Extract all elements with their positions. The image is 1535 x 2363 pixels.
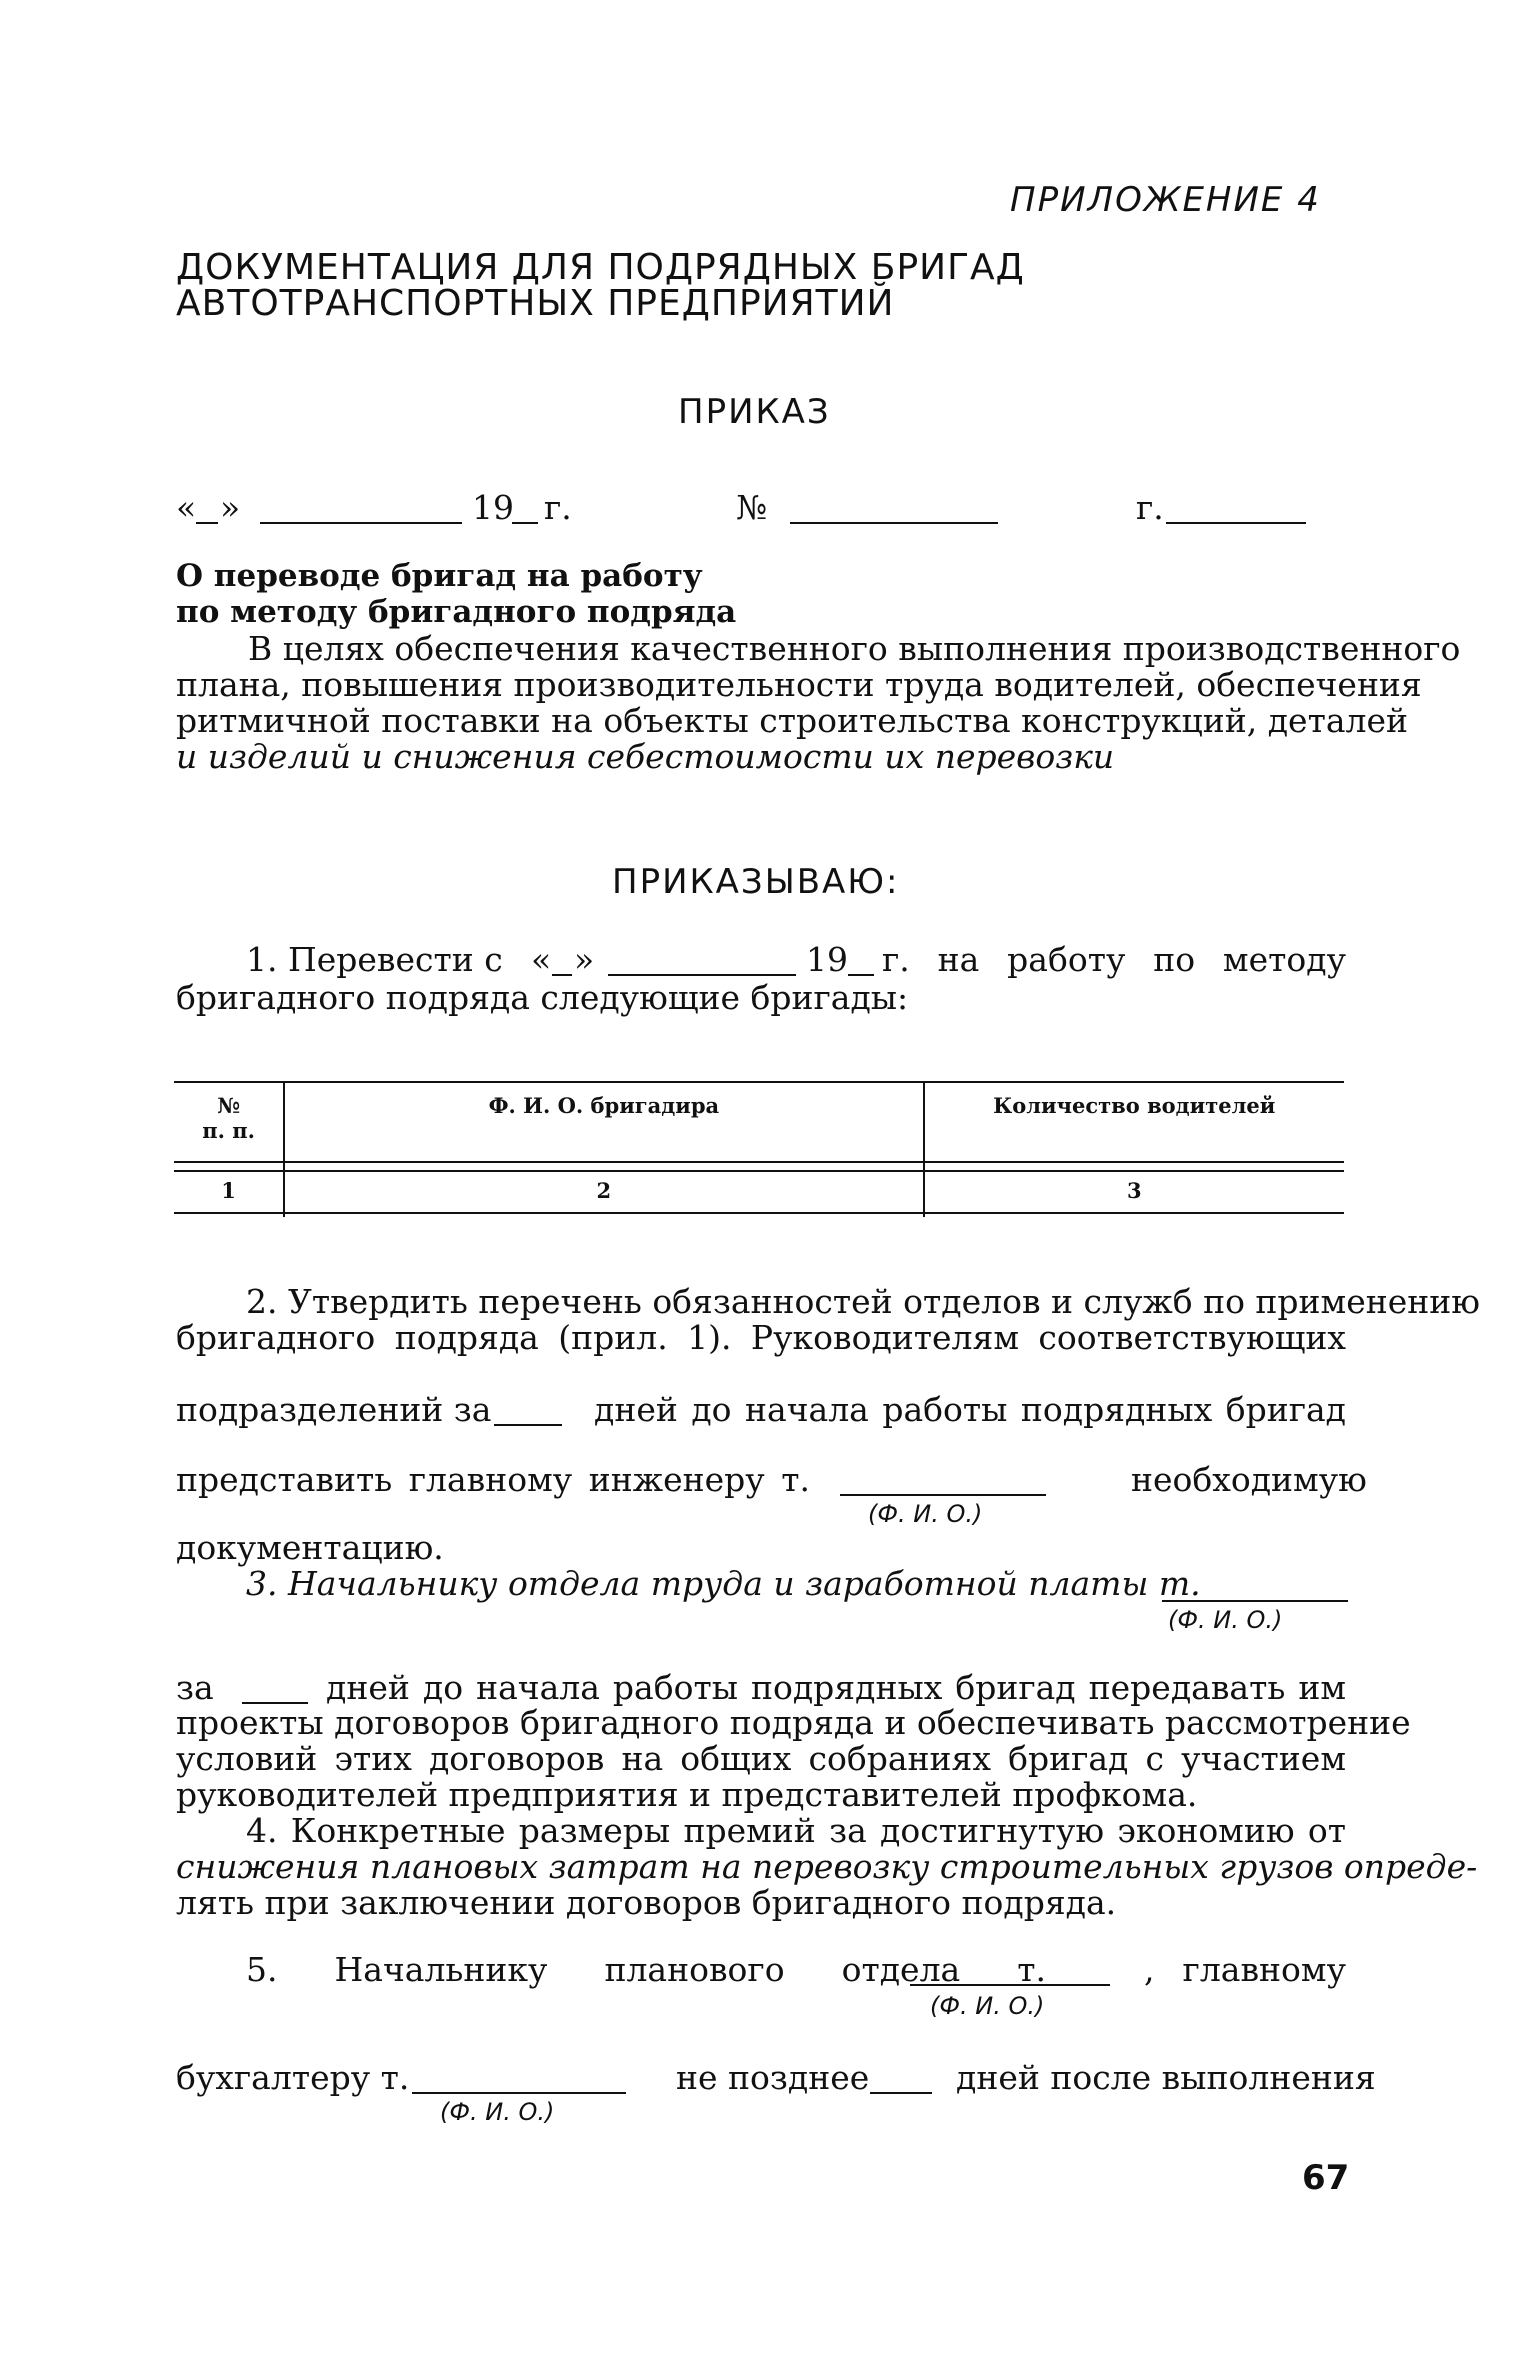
subject-line-2: по методу бригадного подряда — [176, 594, 737, 630]
item-5-days-blank — [870, 2092, 932, 2094]
item-3-fio-caption: (Ф. И. О.) — [1168, 1606, 1283, 1634]
item-3-fio-blank — [1162, 1600, 1348, 1602]
order-word: ПРИКАЗЫВАЮ: — [612, 862, 900, 902]
item-5-line-2-mid: не позднее — [676, 2058, 870, 2097]
number-sign: № — [736, 488, 768, 527]
table-number-row — [174, 1171, 1344, 1217]
column-number-2: 2 — [284, 1171, 923, 1217]
document-title-line-2: АВТОТРАНСПОРТНЫХ ПРЕДПРИЯТИЙ — [176, 283, 895, 324]
column-number-1: 1 — [221, 1178, 236, 1203]
city-prefix: г. — [1136, 488, 1164, 527]
item-5-line-1 — [176, 1950, 1346, 1990]
document-title — [176, 247, 1025, 324]
intro-paragraph — [176, 629, 1461, 776]
item-2-line-4-start: представить главному инженеру т. — [176, 1460, 810, 1499]
item-1-year: 19 — [806, 940, 848, 979]
item-2-line-4-end: необходимую — [1131, 1460, 1367, 1499]
item-3-block — [176, 1703, 1411, 1814]
header-number-cell — [174, 1081, 284, 1171]
date-quote-close: » — [220, 488, 241, 527]
item-3-line-2 — [176, 1668, 1346, 1708]
item-2-block — [176, 1282, 1480, 1357]
item-5-fio-caption-2: (Ф. И. О.) — [440, 2098, 555, 2126]
item-5-accountant-blank — [412, 2092, 626, 2094]
intro-line-4: и изделий и снижения себестоимости их перевозки — [176, 737, 1115, 776]
item-2-line-3-start: подразделений за — [176, 1390, 492, 1429]
date-year: 19 — [472, 488, 514, 527]
item-1-day-blank — [552, 974, 572, 976]
item-1-start: 1. Перевести с — [246, 940, 503, 979]
date-year-suffix: г. — [544, 488, 572, 527]
order-number-blank — [790, 522, 998, 524]
header-foreman-cell: Ф. И. О. бригадира — [284, 1081, 923, 1171]
item-5-fio-caption-1: (Ф. И. О.) — [930, 1992, 1045, 2020]
item-3-line-4: условий этих договоров на общих собраниях бригад с участием — [176, 1739, 1346, 1778]
date-year-blank — [512, 522, 538, 524]
item-2-line-3-end: дней до начала работы подрядных бригад — [594, 1390, 1346, 1429]
item-5-line-1-end: , главному — [1144, 1950, 1346, 1989]
item-2-line-2: бригадного подряда (прил. 1). Руководителям соответствующих — [176, 1318, 1346, 1357]
item-2-fio-caption: (Ф. И. О.) — [868, 1500, 983, 1528]
item-5-line-1-start: 5. Начальнику планового отдела т. — [246, 1950, 1046, 1989]
item-2-line-1: 2. Утвердить перечень обязанностей отделов и служб по применению — [246, 1282, 1480, 1321]
item-5-line-2 — [176, 2058, 1376, 2098]
intro-line-3: ритмичной поставки на объекты строительства конструкций, деталей — [176, 701, 1408, 740]
item-3-line-1: 3. Начальнику отдела труда и заработной платы т. — [246, 1564, 1201, 1603]
date-month-blank — [260, 522, 462, 524]
order-title: ПРИКАЗ — [678, 392, 831, 432]
item-2-line-4 — [176, 1460, 1367, 1500]
page-number: 67 — [1302, 2158, 1350, 2198]
item-1-end: г. на работу по методу — [882, 940, 1346, 979]
item-1-quote-close: » — [574, 940, 595, 979]
item-2-line-3 — [176, 1390, 1346, 1430]
item-4-line-1: 4. Конкретные размеры премий за достигнутую экономию от — [246, 1811, 1346, 1850]
item-4-line-2: снижения плановых затрат на перевозку строительных грузов опреде- — [176, 1847, 1478, 1886]
header-number-line-1: № — [217, 1093, 241, 1118]
subject-line-1: О переводе бригад на работу — [176, 558, 703, 594]
date-day-blank — [196, 522, 218, 524]
item-1-month-blank — [608, 974, 796, 976]
item-5-line-2-start: бухгалтеру т. — [176, 2058, 410, 2097]
item-1-line-1 — [176, 940, 1346, 980]
item-3-line-2-start: за — [176, 1668, 214, 1707]
item-3-line-5: руководителей предприятия и представителей профкома. — [176, 1775, 1198, 1814]
table-header-rule — [174, 1161, 1344, 1163]
document-title-line-1: ДОКУМЕНТАЦИЯ ДЛЯ ПОДРЯДНЫХ БРИГАД — [176, 247, 1025, 288]
brigades-table — [174, 1081, 1344, 1217]
item-2-line-5: документацию. — [176, 1528, 444, 1567]
column-number-3: 3 — [924, 1171, 1345, 1217]
date-number-line — [176, 488, 1346, 528]
item-2-engineer-blank — [840, 1494, 1046, 1496]
date-quote-open: « — [176, 488, 197, 527]
item-3-line-2-end: дней до начала работы подрядных бригад передавать им — [326, 1668, 1346, 1707]
item-5-line-2-end: дней после выполнения — [956, 2058, 1376, 2097]
item-1-line-2: бригадного подряда следующие бригады: — [176, 978, 909, 1017]
item-2-days-blank — [494, 1424, 562, 1426]
item-4-line-3: лять при заключении договоров бригадного подряда. — [176, 1883, 1117, 1922]
appendix-label: ПРИЛОЖЕНИЕ 4 — [1010, 180, 1321, 220]
table-bottom-rule — [174, 1212, 1344, 1214]
intro-line-2: плана, повышения производительности труда водителей, обеспечения — [176, 665, 1422, 704]
order-subject — [176, 558, 736, 630]
item-4-block — [176, 1811, 1478, 1922]
header-drivers-cell: Количество водителей — [924, 1081, 1345, 1171]
city-blank — [1166, 522, 1306, 524]
item-3-line-3: проекты договоров бригадного подряда и обеспечивать рассмотрение — [176, 1703, 1411, 1742]
item-5-planning-blank — [910, 1984, 1110, 1986]
item-1-quote-open: « — [531, 940, 552, 979]
header-number-line-2: п. п. — [202, 1118, 255, 1143]
item-1-year-blank — [848, 974, 874, 976]
intro-line-1: В целях обеспечения качественного выполнения производственного — [248, 629, 1461, 668]
table-header-row — [174, 1081, 1344, 1171]
